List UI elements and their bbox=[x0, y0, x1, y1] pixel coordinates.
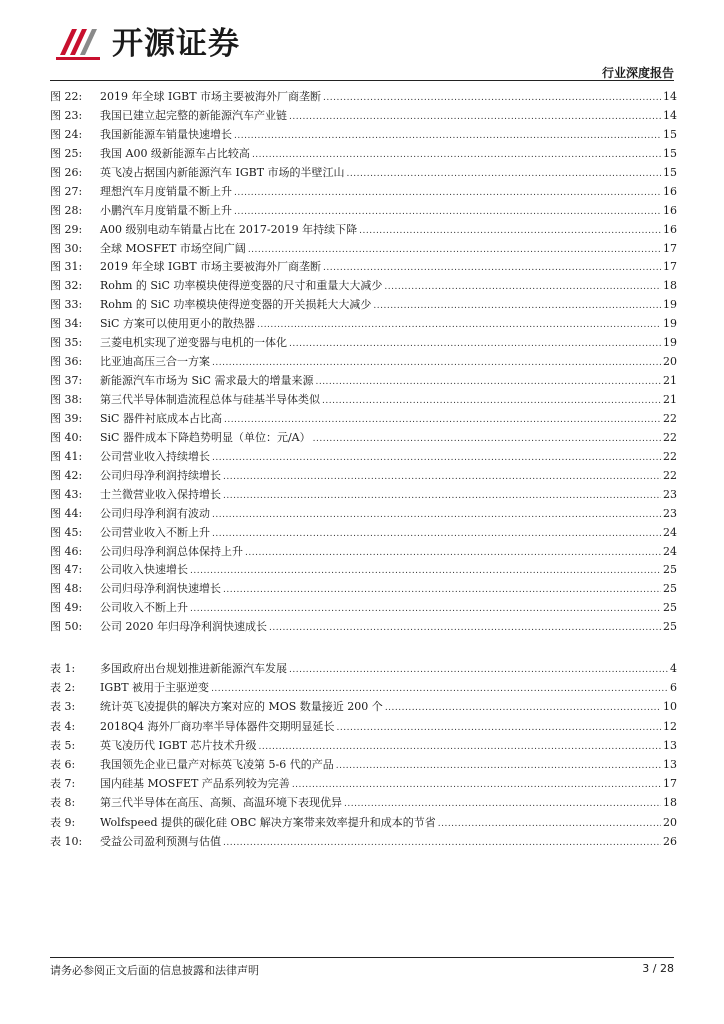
table-entry-title: 统计英飞凌提供的解决方案对应的 MOS 数量接近 200 个 bbox=[100, 700, 383, 714]
figure-entry[interactable] bbox=[50, 240, 677, 259]
figure-entry-title: 比亚迪高压三合一方案 bbox=[100, 355, 210, 369]
table-entry[interactable] bbox=[50, 774, 677, 793]
figure-entry-leader bbox=[212, 448, 661, 468]
figure-entry-page: 23 bbox=[663, 487, 677, 501]
figure-entry-leader bbox=[223, 467, 661, 487]
figure-entry-title: 英飞凌占据国内新能源汽车 IGBT 市场的半壁江山 bbox=[100, 165, 345, 179]
figure-entry-leader bbox=[252, 145, 661, 165]
table-entry-title: 第三代半导体在高压、高频、高温环境下表现优异 bbox=[100, 796, 342, 810]
figure-entry-page: 25 bbox=[663, 563, 677, 577]
figure-entry-page: 19 bbox=[663, 336, 677, 350]
figure-entry-label: 图 39: bbox=[50, 411, 83, 425]
figure-entry-label: 图 30: bbox=[50, 241, 83, 255]
figure-entry-label: 图 33: bbox=[50, 298, 83, 312]
figure-entry-label: 图 25: bbox=[50, 146, 83, 160]
logo-mark-icon bbox=[50, 19, 106, 63]
figure-entry-page: 22 bbox=[663, 430, 677, 444]
figure-entry-label: 图 38: bbox=[50, 393, 83, 406]
figure-entry-leader bbox=[212, 505, 661, 525]
table-entry-leader bbox=[385, 697, 661, 718]
figure-entry[interactable] bbox=[50, 296, 677, 315]
figure-entry-title: 公司营业收入持续增长 bbox=[100, 449, 210, 463]
figure-entry-title: 公司 2020 年归母净利润快速成长 bbox=[100, 620, 267, 634]
table-index bbox=[50, 659, 677, 851]
figure-entry[interactable] bbox=[50, 334, 677, 353]
table-entry[interactable] bbox=[50, 755, 677, 774]
figure-entry-leader bbox=[289, 334, 661, 354]
figure-entry-label: 图 24: bbox=[50, 127, 83, 141]
figure-entry-title: Rohm 的 SiC 功率模块使得逆变器的开关损耗大大减少 bbox=[100, 298, 372, 312]
figure-entry-page: 16 bbox=[663, 222, 677, 236]
figure-entry-title: 公司归母净利润快速增长 bbox=[100, 582, 221, 596]
figure-entry-leader bbox=[323, 258, 661, 278]
figure-entry-label: 图 36: bbox=[50, 355, 83, 369]
figure-entry-page: 24 bbox=[663, 544, 677, 558]
figure-entry-title: SiC 器件成本下降趋势明显（单位：元/A） bbox=[100, 430, 311, 444]
footer-divider bbox=[50, 957, 674, 958]
report-type: 行业深度报告 bbox=[601, 66, 674, 80]
table-entry-leader bbox=[344, 793, 661, 814]
table-entry[interactable] bbox=[50, 813, 677, 832]
figure-entry[interactable] bbox=[50, 88, 677, 107]
figure-entry-leader bbox=[224, 410, 661, 430]
figure-entry-leader bbox=[190, 599, 661, 619]
table-entry-page: 13 bbox=[663, 738, 677, 752]
figure-entry[interactable] bbox=[50, 524, 677, 543]
figure-entry-title: 2019 年全球 IGBT 市场主要被海外厂商垄断 bbox=[100, 90, 322, 103]
figure-entry-title: 2019 年全球 IGBT 市场主要被海外厂商垄断 bbox=[100, 260, 322, 274]
figure-entry-label: 图 43: bbox=[50, 487, 83, 501]
company-logo bbox=[50, 18, 240, 63]
table-entry-label: 表 4: bbox=[50, 719, 76, 733]
figure-entry[interactable] bbox=[50, 183, 677, 202]
figure-entry-leader bbox=[234, 126, 661, 146]
figure-entry-label: 图 42: bbox=[50, 468, 83, 482]
table-entry-page: 20 bbox=[663, 815, 677, 829]
figure-entry-leader bbox=[248, 240, 661, 260]
figure-entry[interactable] bbox=[50, 429, 677, 448]
figure-entry-leader bbox=[234, 183, 661, 203]
figure-entry-title: 公司收入不断上升 bbox=[100, 601, 188, 615]
figure-entry-label: 图 35: bbox=[50, 336, 83, 350]
figure-entry-label: 图 29: bbox=[50, 222, 83, 236]
figure-entry-label: 图 34: bbox=[50, 317, 83, 331]
table-entry-title: 我国领先企业已量产对标英飞凌第 5-6 代的产品 bbox=[100, 757, 334, 771]
figure-entry-label: 图 40: bbox=[50, 430, 83, 444]
figure-entry[interactable] bbox=[50, 505, 677, 524]
figure-entry-title: 公司归母净利润持续增长 bbox=[100, 468, 221, 482]
figure-entry-title: 我国新能源车销量快速增长 bbox=[100, 127, 232, 141]
figure-entry-page: 14 bbox=[663, 90, 677, 103]
table-entry-page: 4 bbox=[670, 662, 677, 675]
figure-entry-leader bbox=[323, 88, 661, 108]
figure-entry-page: 16 bbox=[663, 184, 677, 198]
figure-entry-leader bbox=[223, 486, 661, 506]
figure-entry-page: 20 bbox=[663, 355, 677, 369]
figure-entry-title: 小鹏汽车月度销量不断上升 bbox=[100, 203, 232, 217]
figure-entry-page: 22 bbox=[663, 468, 677, 482]
page-number: 3 / 28 bbox=[642, 962, 674, 975]
figure-entry-page: 15 bbox=[663, 165, 677, 179]
table-entry-page: 17 bbox=[663, 777, 677, 791]
figure-entry-title: 我国 A00 级新能源车占比较高 bbox=[100, 146, 250, 160]
figure-entry[interactable] bbox=[50, 126, 677, 145]
table-entry-title: 2018Q4 海外厂商功率半导体器件交期明显延长 bbox=[100, 719, 335, 733]
table-entry-leader bbox=[289, 659, 668, 680]
figure-entry-label: 图 41: bbox=[50, 449, 83, 463]
figure-entry-title: Rohm 的 SiC 功率模块使得逆变器的尺寸和重量大大减少 bbox=[100, 279, 383, 293]
table-entry-leader bbox=[337, 717, 661, 738]
figure-entry-page: 25 bbox=[663, 582, 677, 596]
figure-entry-title: 全球 MOSFET 市场空间广阔 bbox=[100, 241, 246, 255]
table-entry-page: 13 bbox=[663, 757, 677, 771]
figure-entry-leader bbox=[234, 202, 661, 222]
table-entry-label: 表 9: bbox=[50, 815, 76, 829]
figure-entry-leader bbox=[315, 372, 661, 392]
table-entry-title: 受益公司盈利预测与估值 bbox=[100, 834, 221, 848]
figure-entry[interactable] bbox=[50, 391, 677, 410]
figure-entry-label: 图 44: bbox=[50, 506, 83, 520]
figure-entry[interactable] bbox=[50, 372, 677, 391]
figure-entry-title: SiC 器件衬底成本占比高 bbox=[100, 411, 222, 425]
figure-entry[interactable] bbox=[50, 448, 677, 467]
figure-entry-title: 第三代半导体制造流程总体与硅基半导体类似 bbox=[100, 393, 320, 406]
figure-entry-title: 公司收入快速增长 bbox=[100, 563, 188, 577]
figure-entry-leader bbox=[269, 618, 661, 638]
table-entry-page: 12 bbox=[663, 719, 677, 733]
table-entry-title: 国内硅基 MOSFET 产品系列较为完善 bbox=[100, 777, 290, 791]
figure-entry-label: 图 23: bbox=[50, 108, 83, 122]
figure-entry-page: 22 bbox=[663, 411, 677, 425]
figure-index bbox=[50, 88, 677, 637]
figure-entry-title: A00 级别电动车销量占比在 2017-2019 年持续下降 bbox=[100, 222, 358, 236]
table-entry-page: 10 bbox=[663, 700, 677, 714]
figure-entry[interactable] bbox=[50, 277, 677, 296]
figure-entry-title: 公司归母净利润有波动 bbox=[100, 506, 210, 520]
figure-entry-page: 24 bbox=[663, 525, 677, 539]
table-entry-leader bbox=[259, 736, 661, 757]
figure-entry-title: 理想汽车月度销量不断上升 bbox=[100, 184, 232, 198]
figure-entry-page: 15 bbox=[663, 146, 677, 160]
figure-entry-leader bbox=[223, 580, 661, 600]
figure-entry-label: 图 28: bbox=[50, 203, 83, 217]
figure-entry[interactable] bbox=[50, 561, 677, 580]
table-entry-label: 表 6: bbox=[50, 757, 76, 771]
table-entry-title: 多国政府出台规划推进新能源汽车发展 bbox=[100, 662, 287, 675]
figure-entry-title: 三菱电机实现了逆变器与电机的一体化 bbox=[100, 336, 287, 350]
figure-entry-label: 图 27: bbox=[50, 184, 83, 198]
figure-entry-leader bbox=[322, 391, 661, 411]
figure-entry-title: SiC 方案可以使用更小的散热器 bbox=[100, 317, 255, 331]
footer-disclaimer: 请务必参阅正文后面的信息披露和法律声明 bbox=[50, 964, 259, 977]
figure-entry-label: 图 47: bbox=[50, 563, 83, 577]
figure-entry-page: 17 bbox=[663, 260, 677, 274]
figure-entry-label: 图 50: bbox=[50, 620, 83, 634]
figure-entry-leader bbox=[313, 429, 661, 449]
figure-entry-leader bbox=[257, 315, 661, 335]
figure-entry[interactable] bbox=[50, 202, 677, 221]
figure-entry[interactable] bbox=[50, 543, 677, 562]
table-entry-label: 表 7: bbox=[50, 777, 76, 791]
figure-entry-page: 25 bbox=[663, 620, 677, 634]
figure-entry[interactable] bbox=[50, 258, 677, 277]
figure-entry[interactable] bbox=[50, 145, 677, 164]
figure-entry-title: 新能源汽车市场为 SiC 需求最大的增量来源 bbox=[100, 374, 314, 388]
figure-entry-leader bbox=[190, 561, 661, 581]
figure-entry-label: 图 49: bbox=[50, 601, 83, 615]
figure-entry[interactable] bbox=[50, 618, 677, 637]
figure-entry-page: 19 bbox=[663, 298, 677, 312]
table-entry[interactable] bbox=[50, 736, 677, 755]
table-entry[interactable] bbox=[50, 793, 677, 812]
company-name: 开源证券 bbox=[112, 26, 240, 62]
figure-entry-page: 16 bbox=[663, 203, 677, 217]
figure-entry-title: 我国已建立起完整的新能源汽车产业链 bbox=[100, 108, 287, 122]
figure-entry[interactable] bbox=[50, 486, 677, 505]
table-entry-leader bbox=[292, 774, 661, 795]
table-entry-label: 表 10: bbox=[50, 834, 83, 848]
figure-entry[interactable] bbox=[50, 353, 677, 372]
figure-entry-page: 21 bbox=[663, 374, 677, 388]
figure-entry-page: 14 bbox=[663, 108, 677, 122]
table-entry-label: 表 8: bbox=[50, 796, 76, 810]
figure-entry-label: 图 32: bbox=[50, 279, 83, 293]
table-entry[interactable] bbox=[50, 659, 677, 678]
figure-entry-label: 图 31: bbox=[50, 260, 83, 274]
figure-entry-leader bbox=[359, 221, 661, 241]
table-entry-page: 26 bbox=[663, 834, 677, 848]
figure-entry-page: 19 bbox=[663, 317, 677, 331]
figure-entry[interactable] bbox=[50, 107, 677, 126]
figure-entry-leader bbox=[289, 107, 661, 127]
table-entry-leader bbox=[211, 678, 668, 699]
figure-entry-title: 士兰微营业收入保持增长 bbox=[100, 487, 221, 501]
figure-entry-page: 17 bbox=[663, 241, 677, 255]
figure-entry[interactable] bbox=[50, 599, 677, 618]
figure-entry-leader bbox=[373, 296, 661, 316]
table-entry-label: 表 5: bbox=[50, 738, 76, 752]
figure-entry-label: 图 48: bbox=[50, 582, 83, 596]
table-entry-title: IGBT 被用于主驱逆变 bbox=[100, 681, 210, 695]
figure-entry[interactable] bbox=[50, 315, 677, 334]
table-entry-label: 表 1: bbox=[50, 662, 76, 675]
table-entry-label: 表 2: bbox=[50, 681, 76, 695]
table-entry-leader bbox=[336, 755, 661, 776]
table-entry[interactable] bbox=[50, 697, 677, 716]
table-entry-page: 6 bbox=[670, 681, 677, 695]
table-entry-title: 英飞凌历代 IGBT 芯片技术升级 bbox=[100, 738, 257, 752]
figure-entry[interactable] bbox=[50, 580, 677, 599]
table-entry[interactable] bbox=[50, 832, 677, 851]
figure-entry-label: 图 46: bbox=[50, 544, 83, 558]
table-entry-label: 表 3: bbox=[50, 700, 76, 714]
figure-entry-label: 图 22: bbox=[50, 90, 83, 103]
figure-entry-leader bbox=[245, 543, 661, 563]
figure-entry-label: 图 37: bbox=[50, 374, 83, 388]
figure-entry[interactable] bbox=[50, 467, 677, 486]
figure-entry-title: 公司归母净利润总体保持上升 bbox=[100, 544, 243, 558]
figure-entry-leader bbox=[347, 164, 661, 184]
figure-entry-label: 图 45: bbox=[50, 525, 83, 539]
figure-entry-page: 18 bbox=[663, 279, 677, 293]
figure-entry[interactable] bbox=[50, 221, 677, 240]
figure-entry-page: 25 bbox=[663, 601, 677, 615]
table-entry[interactable] bbox=[50, 678, 677, 697]
figure-entry[interactable] bbox=[50, 164, 677, 183]
table-entry-page: 18 bbox=[663, 796, 677, 810]
figure-entry-page: 23 bbox=[663, 506, 677, 520]
figure-entry-leader bbox=[384, 277, 661, 297]
figure-entry-page: 22 bbox=[663, 449, 677, 463]
figure-entry-label: 图 26: bbox=[50, 165, 83, 179]
figure-entry-page: 15 bbox=[663, 127, 677, 141]
figure-entry-leader bbox=[212, 353, 661, 373]
table-entry-leader bbox=[438, 813, 661, 834]
table-entry-title: Wolfspeed 提供的碳化硅 OBC 解决方案带来效率提升和成本的节省 bbox=[100, 815, 436, 829]
header-divider bbox=[50, 80, 674, 81]
table-entry-leader bbox=[223, 832, 661, 853]
table-entry[interactable] bbox=[50, 717, 677, 736]
figure-entry-leader bbox=[212, 524, 661, 544]
figure-entry[interactable] bbox=[50, 410, 677, 429]
figure-entry-page: 21 bbox=[663, 393, 677, 406]
figure-entry-title: 公司营业收入不断上升 bbox=[100, 525, 210, 539]
